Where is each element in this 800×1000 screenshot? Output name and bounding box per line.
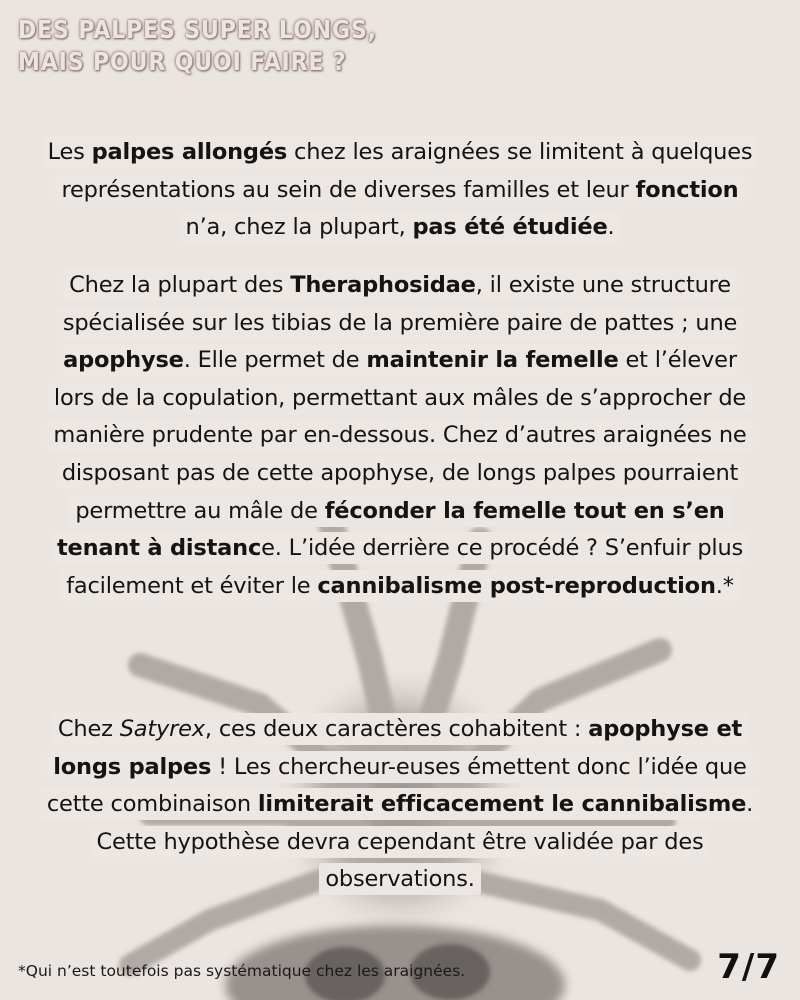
text-run: , ces deux caractères cohabitent : [204, 716, 589, 742]
page-title [18, 14, 377, 78]
emphasis-bold: maintenir la femelle [366, 347, 619, 374]
text-run: Chez la plupart des [69, 272, 291, 298]
text-run: , il existe une structure spécialisée sur les tibias de la première paire de pattes ; une [62, 272, 738, 336]
emphasis-italic: Satyrex [119, 716, 205, 742]
text-run: . Cette hypothèse devra cependant être validée par des observations. [96, 791, 754, 893]
paragraph-intro-text [48, 136, 753, 243]
text-run: . [607, 214, 615, 241]
paragraph-theraphosidae [40, 267, 760, 605]
emphasis-bold: Theraphosidae [290, 272, 476, 298]
emphasis-bold: palpes allongés [91, 139, 288, 165]
footnote: *Qui n’est toutefois pas systématique chez les araignées. [18, 962, 466, 980]
paragraph-intro [40, 134, 760, 247]
text-run: e. L’idée derrière ce procédé ? S’enfuir plus facilement et éviter le [66, 535, 744, 599]
paragraph-theraphosidae-text [53, 269, 746, 602]
text-run: Les [47, 139, 92, 165]
emphasis-bold: limiterait efficacement le cannibalisme [257, 791, 747, 818]
text-run: ! Les chercheur-euses émettent donc l’idée que cette combinaison [46, 753, 747, 818]
emphasis-bold: cannibalisme post-reproduction [317, 572, 716, 599]
text-run: chez les araignées se limitent à quelques représentations au sein de diverses familles et leur [61, 139, 753, 203]
text-run: Chez [57, 716, 120, 742]
title-line-1: DES PALPES SUPER LONGS, [18, 15, 377, 44]
page-number: 7/7 [717, 947, 780, 987]
text-run: n’a, chez la plupart, [185, 214, 413, 241]
text-run: . Elle permet de [183, 347, 367, 374]
emphasis-bold: pas été étudiée [412, 214, 608, 241]
paragraph-satyrex-text [47, 713, 753, 895]
emphasis-bold: féconder la femelle tout en s’en tenant à distanc [56, 497, 725, 562]
text-run: et l’élever lors de la copulation, permettant aux mâles de s’approcher de manière prudente par en-dessous. Chez d’autres araignées ne disposant pas de cette apophyse, de longs palpes pourraient permettre au mâle de [53, 347, 747, 524]
emphasis-bold: fonction [635, 176, 739, 203]
emphasis-bold: apophyse et longs palpes [53, 716, 743, 780]
paragraph-satyrex [40, 711, 760, 899]
emphasis-bold: apophyse [63, 347, 184, 374]
text-run: .* [715, 572, 734, 599]
title-line-2: MAIS POUR QUOI FAIRE ? [18, 47, 347, 76]
